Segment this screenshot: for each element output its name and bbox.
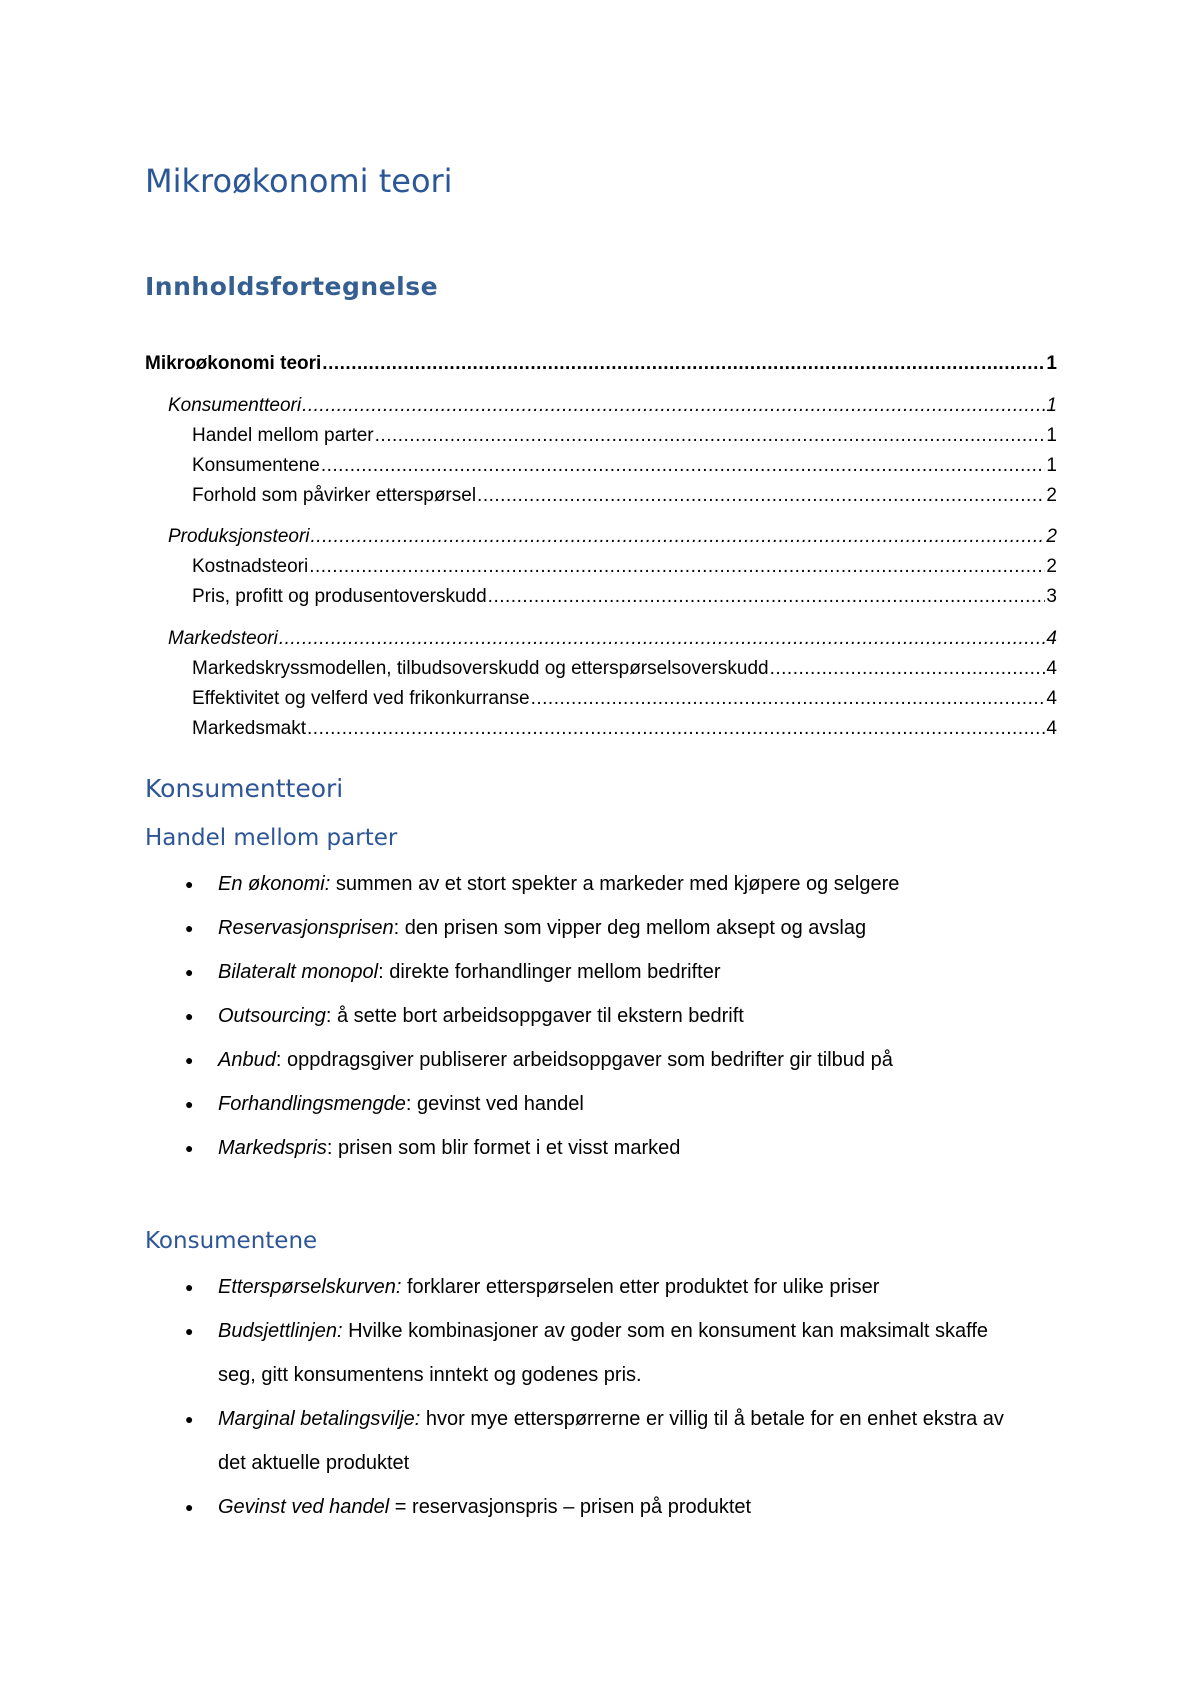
toc-entry-page: 4 bbox=[1046, 718, 1057, 739]
toc-entry-text: Produksjonsteori bbox=[168, 526, 310, 547]
list-item: ● Anbud: oppdragsgiver publiserer arbeidsoppgaver som bedrifter gir tilbud på bbox=[185, 1038, 1025, 1082]
toc-entry[interactable] bbox=[192, 555, 1057, 579]
toc-entry[interactable] bbox=[192, 484, 1057, 508]
bullet-icon: ● bbox=[185, 920, 194, 936]
list-item: ● Outsourcing: å sette bort arbeidsoppgaver til ekstern bedrift bbox=[185, 994, 1025, 1038]
toc-entry-text: Markedskryssmodellen, tilbudsoverskudd og etterspørselsoverskudd bbox=[192, 658, 769, 679]
toc-entry-text: Konsumentteori bbox=[168, 395, 302, 416]
bullet-icon: ● bbox=[185, 1323, 194, 1339]
list-item: ● Budsjettlinjen: Hvilke kombinasjoner av goder som en konsument kan maksimalt skaffe seg, gitt konsumentens inntekt og godenes pris. bbox=[185, 1309, 1025, 1397]
toc-entry[interactable] bbox=[192, 585, 1057, 609]
toc-entry-text: Pris, profitt og produsentoverskudd bbox=[192, 586, 487, 607]
toc-entry-page: 3 bbox=[1046, 586, 1057, 607]
bullet-icon: ● bbox=[185, 1052, 194, 1068]
toc-entry-text: Markedsteori bbox=[168, 628, 278, 649]
section-heading-handel-mellom-parter: Handel mellom parter bbox=[145, 825, 398, 851]
toc-entry-page: 2 bbox=[1046, 485, 1057, 506]
toc-entry-text: Effektivitet og velferd ved frikonkurranse bbox=[192, 688, 530, 709]
bullet-icon: ● bbox=[185, 1279, 194, 1295]
toc-entry-page: 4 bbox=[1046, 688, 1057, 709]
list-item: ● Etterspørselskurven: forklarer etterspørselen etter produktet for ulike priser bbox=[185, 1265, 1025, 1309]
toc-entry[interactable] bbox=[192, 687, 1057, 711]
toc-entry[interactable] bbox=[168, 627, 1057, 651]
section-heading-konsumentene: Konsumentene bbox=[145, 1228, 318, 1254]
list-item: ● Bilateralt monopol: direkte forhandlinger mellom bedrifter bbox=[185, 950, 1025, 994]
toc-entry-page: 1 bbox=[1046, 353, 1057, 374]
bullet-icon: ● bbox=[185, 1008, 194, 1024]
section-heading-konsumentteori: Konsumentteori bbox=[145, 774, 344, 803]
toc-entry-page: 1 bbox=[1046, 455, 1057, 476]
bullet-icon: ● bbox=[185, 1499, 194, 1515]
list-item: ● Gevinst ved handel = reservasjonspris – prisen på produktet bbox=[185, 1485, 1025, 1529]
toc-entry[interactable] bbox=[192, 424, 1057, 448]
toc-entry-text: Markedsmakt bbox=[192, 718, 307, 739]
toc-entry-text: Handel mellom parter bbox=[192, 425, 374, 446]
toc-entry-text: Kostnadsteori bbox=[192, 556, 309, 577]
document-title: Mikroøkonomi teori bbox=[145, 162, 453, 200]
list-item: ● Marginal betalingsvilje: hvor mye etterspørrerne er villig til å betale for en enhet ekstra av det aktuelle produktet bbox=[185, 1397, 1025, 1485]
list-item: ● Reservasjonsprisen: den prisen som vipper deg mellom aksept og avslag bbox=[185, 906, 1025, 950]
bullet-icon: ● bbox=[185, 1411, 194, 1427]
bullet-icon: ● bbox=[185, 1140, 194, 1156]
toc-entry-text: Forhold som påvirker etterspørsel bbox=[192, 485, 477, 506]
toc-entry[interactable] bbox=[192, 454, 1057, 478]
bullet-icon: ● bbox=[185, 876, 194, 892]
toc-entry-page: 4 bbox=[1046, 658, 1057, 679]
bullet-icon: ● bbox=[185, 1096, 194, 1112]
toc-entry-page: 4 bbox=[1046, 628, 1057, 649]
toc-entry[interactable] bbox=[145, 352, 1057, 376]
toc-entry-page: 2 bbox=[1046, 556, 1057, 577]
toc-entry-text: Konsumentene bbox=[192, 455, 320, 476]
toc-entry-page: 2 bbox=[1046, 526, 1057, 547]
toc-entry-page: 1 bbox=[1046, 425, 1057, 446]
list-item: ● En økonomi: summen av et stort spekter a markeder med kjøpere og selgere bbox=[185, 862, 1025, 906]
list-item: ● Forhandlingsmengde: gevinst ved handel bbox=[185, 1082, 1025, 1126]
toc-entry[interactable] bbox=[192, 657, 1057, 681]
toc-heading: Innholdsfortegnelse bbox=[145, 272, 439, 301]
bullet-icon: ● bbox=[185, 964, 194, 980]
list-item: ● Markedspris: prisen som blir formet i et visst marked bbox=[185, 1126, 1025, 1170]
toc-entry-page: 1 bbox=[1046, 395, 1057, 416]
toc-entry[interactable] bbox=[168, 394, 1057, 418]
toc-entry[interactable] bbox=[192, 717, 1057, 741]
toc-entry[interactable] bbox=[168, 525, 1057, 549]
toc-entry-text: Mikroøkonomi teori bbox=[145, 353, 322, 374]
